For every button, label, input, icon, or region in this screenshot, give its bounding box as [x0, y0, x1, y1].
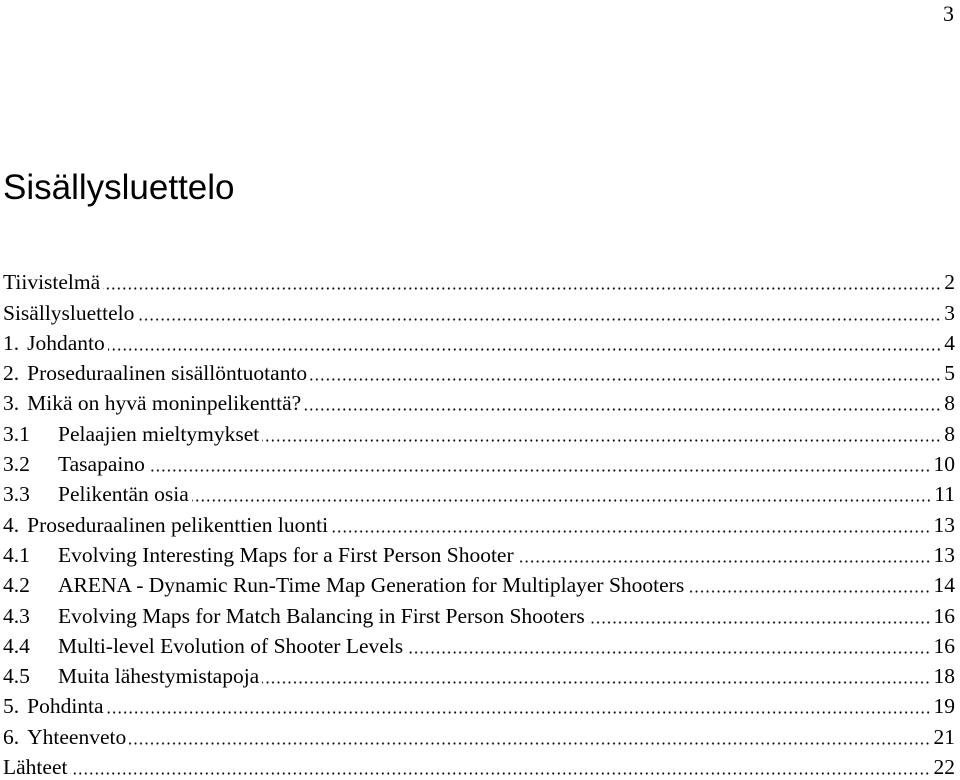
dot-leader — [103, 287, 941, 290]
toc-entry[interactable] — [3, 477, 955, 507]
page-number: 3 — [943, 1, 954, 26]
toc-entry-number: 4.2 — [3, 573, 30, 598]
dot-leader — [517, 560, 931, 563]
toc-entry-title: Multi-level Evolution of Shooter Levels — [58, 633, 404, 658]
dot-leader — [148, 469, 931, 472]
toc-entry-title: Pohdinta — [27, 694, 104, 719]
toc-entry-title: Johdanto — [27, 330, 105, 355]
toc-entry-page: 18 — [933, 664, 955, 689]
toc-entry-page: 16 — [933, 603, 955, 628]
toc-entry-page: 5 — [944, 361, 955, 386]
toc-entry[interactable] — [3, 629, 955, 659]
toc-entry-page: 13 — [933, 512, 955, 537]
toc-entry-title: Pelikentän osia — [58, 482, 189, 507]
toc-entry-page: 13 — [933, 542, 955, 567]
toc-entry-number: 5. — [3, 694, 20, 719]
toc-entry[interactable] — [3, 326, 955, 356]
toc-entry[interactable] — [3, 538, 955, 568]
toc-entry-title: Yhteenveto — [27, 724, 127, 749]
toc-entry-page: 22 — [933, 755, 955, 780]
toc-entry-number: 4.4 — [3, 633, 30, 658]
toc-entry-number: 1. — [3, 330, 20, 355]
toc-entry-title: Tasapaino — [58, 452, 145, 477]
toc-entry[interactable] — [3, 386, 955, 416]
toc-entry[interactable] — [3, 750, 955, 780]
toc-entry-number: 3. — [3, 391, 20, 416]
dot-leader — [304, 408, 941, 411]
toc-entry-page: 16 — [933, 633, 955, 658]
toc-entry-page: 2 — [944, 270, 955, 295]
toc-entry[interactable] — [3, 568, 955, 598]
dot-leader — [406, 651, 930, 654]
toc-entry-number: 3.1 — [3, 421, 30, 446]
toc-entry-title: Pelaajien mieltymykset — [58, 421, 260, 446]
toc-entry-page: 4 — [944, 330, 955, 355]
toc-entry-page: 10 — [933, 452, 955, 477]
toc-entry-title: Muita lähestymistapoja — [58, 664, 260, 689]
dot-leader — [129, 742, 930, 745]
toc-entry-number: 4.5 — [3, 664, 30, 689]
page-title: Sisällysluettelo — [3, 168, 235, 207]
table-of-contents — [3, 265, 955, 780]
toc-entry-number: 4.1 — [3, 542, 30, 567]
dot-leader — [588, 621, 931, 624]
toc-entry[interactable] — [3, 295, 955, 325]
dot-leader — [70, 772, 930, 775]
toc-entry-page: 8 — [944, 421, 955, 446]
toc-entry-number: 3.3 — [3, 482, 30, 507]
toc-entry-title: Lähteet — [3, 755, 68, 780]
toc-entry[interactable] — [3, 659, 955, 689]
toc-entry-title: Mikä on hyvä moninpelikenttä? — [27, 391, 302, 416]
dot-leader — [687, 590, 930, 593]
toc-entry[interactable] — [3, 265, 955, 295]
toc-entry-title: Sisällysluettelo — [3, 300, 135, 325]
toc-entry[interactable] — [3, 507, 955, 537]
toc-entry-page: 21 — [933, 724, 955, 749]
toc-entry-title: ARENA - Dynamic Run-Time Map Generation for Multiplayer Shooters — [58, 573, 685, 598]
toc-entry-page: 3 — [944, 300, 955, 325]
toc-entry[interactable] — [3, 447, 955, 477]
dot-leader — [310, 378, 941, 381]
dot-leader — [331, 530, 930, 533]
toc-entry[interactable] — [3, 689, 955, 719]
toc-entry-number: 3.2 — [3, 452, 30, 477]
toc-entry[interactable] — [3, 598, 955, 628]
toc-entry-page: 19 — [933, 694, 955, 719]
toc-entry-title: Evolving Maps for Match Balancing in First Person Shooters — [58, 603, 585, 628]
dot-leader — [107, 711, 931, 714]
toc-entry-page: 14 — [933, 573, 955, 598]
dot-leader — [192, 499, 932, 502]
toc-entry-number: 2. — [3, 361, 20, 386]
toc-entry[interactable] — [3, 356, 955, 386]
toc-entry-title: Proseduraalinen sisällöntuotanto — [27, 361, 308, 386]
toc-entry-title: Proseduraalinen pelikenttien luonti — [27, 512, 329, 537]
dot-leader — [262, 439, 941, 442]
dot-leader — [108, 348, 941, 351]
toc-entry[interactable] — [3, 416, 955, 446]
toc-entry-page: 8 — [944, 391, 955, 416]
toc-entry-number: 4. — [3, 512, 20, 537]
toc-entry-number: 6. — [3, 724, 20, 749]
dot-leader — [262, 681, 930, 684]
toc-entry-title: Tiivistelmä — [3, 270, 101, 295]
dot-leader — [137, 318, 941, 321]
toc-entry[interactable] — [3, 719, 955, 749]
toc-entry-page: 11 — [934, 482, 955, 507]
toc-entry-title: Evolving Interesting Maps for a First Person Shooter — [58, 542, 514, 567]
toc-entry-number: 4.3 — [3, 603, 30, 628]
